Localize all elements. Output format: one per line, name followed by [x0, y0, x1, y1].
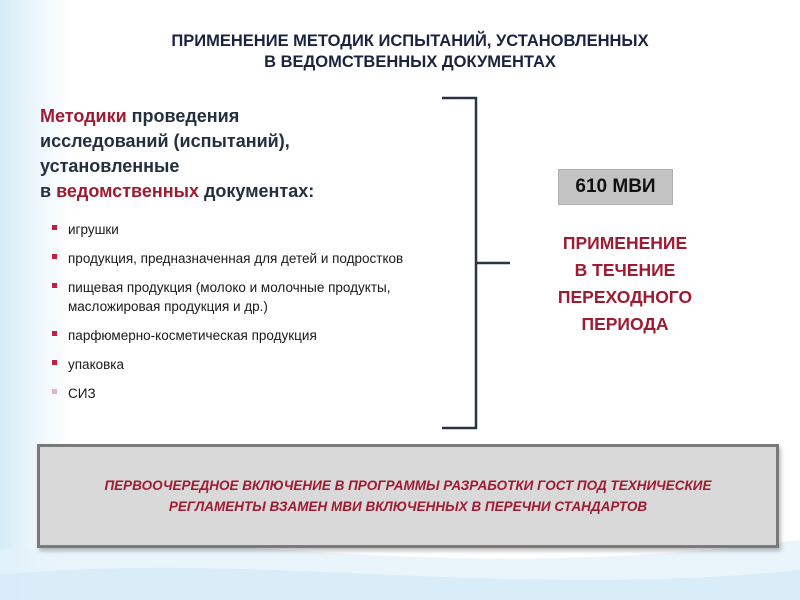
priority-banner	[37, 444, 779, 548]
bullet-icon	[52, 283, 57, 288]
list-item-text: продукция, предназначенная для детей и подростков	[68, 251, 404, 266]
mvi-count-badge	[558, 169, 673, 205]
list-item-text: упаковка	[68, 357, 125, 372]
heading-accent-departmental: ведомственных	[56, 181, 199, 201]
mvi-count-label: 610 МВИ	[575, 176, 656, 197]
list-item	[52, 249, 452, 268]
list-item	[52, 384, 452, 403]
heading-line4-prefix: в	[40, 181, 57, 201]
product-list	[52, 220, 452, 403]
bracket-connector	[440, 96, 520, 430]
list-item-text: СИЗ	[68, 386, 96, 401]
heading-line2: исследований (испытаний),	[40, 131, 290, 151]
list-item-text: парфюмерно-косметическая продукция	[68, 328, 317, 343]
title-line-2: В ВЕДОМСТВЕННЫХ ДОКУМЕНТАХ	[264, 53, 556, 71]
bullet-icon	[52, 389, 57, 394]
list-item	[52, 278, 452, 316]
bullet-icon	[52, 360, 57, 365]
heading-line4-rest: документах:	[198, 181, 315, 201]
list-item	[52, 326, 452, 345]
transition-period-label	[520, 230, 730, 338]
list-item	[52, 220, 452, 239]
bullet-icon	[52, 225, 57, 230]
list-item-text: пищевая продукция (молоко и молочные продукты, масложировая продукция и др.)	[68, 280, 391, 314]
methods-heading	[40, 104, 460, 204]
period-line-2: В ТЕЧЕНИЕ	[574, 260, 676, 280]
title-line-1: ПРИМЕНЕНИЕ МЕТОДИК ИСПЫТАНИЙ, УСТАНОВЛЕННЫХ	[171, 32, 649, 50]
period-line-4: ПЕРИОДА	[581, 314, 669, 334]
heading-line1-rest: проведения	[126, 106, 240, 126]
list-item	[52, 355, 452, 374]
bullet-icon	[52, 254, 57, 259]
period-line-3: ПЕРЕХОДНОГО	[557, 287, 693, 307]
list-item-text: игрушки	[68, 222, 119, 237]
heading-line3: установленные	[40, 156, 180, 176]
period-line-1: ПРИМЕНЕНИЕ	[562, 233, 688, 253]
banner-text: ПЕРВООЧЕРЕДНОЕ ВКЛЮЧЕНИЕ В ПРОГРАММЫ РАЗРАБОТКИ ГОСТ ПОД ТЕХНИЧЕСКИЕ РЕГЛАМЕНТЫ ВЗАМЕН МВИ ВКЛЮЧЕННЫХ В ПЕРЕЧНИ СТАНДАРТОВ	[104, 478, 712, 514]
slide-title	[100, 31, 720, 73]
heading-accent-methods: Методики	[40, 106, 127, 126]
bullet-icon	[52, 331, 57, 336]
